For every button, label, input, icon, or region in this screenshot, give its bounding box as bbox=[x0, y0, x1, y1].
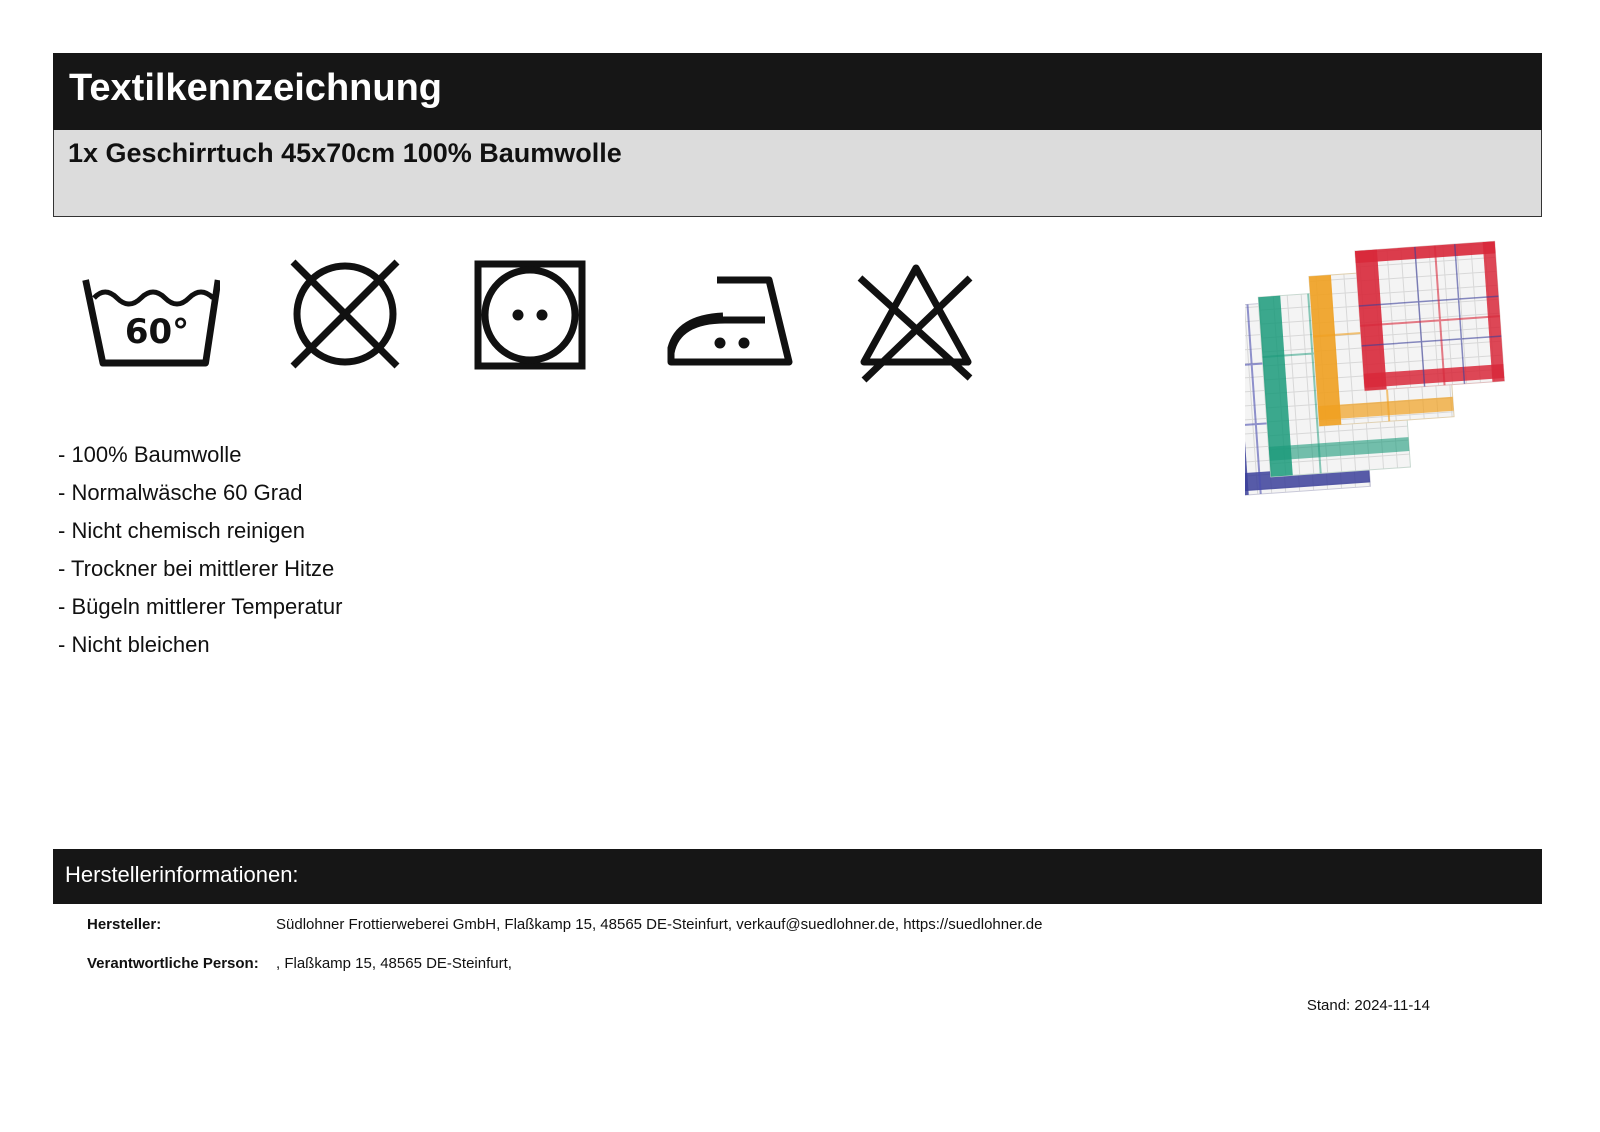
tumble-dry-medium-icon bbox=[470, 258, 610, 398]
care-symbols bbox=[80, 258, 1000, 398]
list-item: - Nicht chemisch reinigen bbox=[58, 518, 305, 543]
product-subtitle-box bbox=[53, 130, 1542, 217]
hersteller-value: Südlohner Frottierweberei GmbH, Flaßkamp 15, 48565 DE-Steinfurt, verkauf@suedlohner.de, https://suedlohner.de bbox=[276, 916, 1043, 933]
iron-medium-icon bbox=[665, 258, 805, 398]
header-bar bbox=[53, 53, 1542, 130]
list-item: - Bügeln mittlerer Temperatur bbox=[58, 594, 343, 619]
list-item: - 100% Baumwolle bbox=[58, 442, 242, 467]
responsible-person-label: Verantwortliche Person: bbox=[87, 955, 259, 972]
stand-date: Stand: 2024-11-14 bbox=[1306, 997, 1430, 1014]
wash-60-icon bbox=[80, 258, 220, 398]
feature-list bbox=[58, 436, 343, 664]
hersteller-label: Hersteller: bbox=[87, 916, 162, 933]
list-item: - Normalwäsche 60 Grad bbox=[58, 480, 303, 505]
no-bleach-icon bbox=[850, 258, 990, 398]
no-dry-clean-icon bbox=[275, 258, 415, 398]
product-photo bbox=[1245, 240, 1545, 520]
wash-temperature-label: 60° bbox=[124, 312, 190, 352]
page-title: Textilkennzeichnung bbox=[69, 67, 443, 109]
list-item: - Nicht bleichen bbox=[58, 632, 210, 657]
manufacturer-section-title: Herstellerinformationen: bbox=[65, 862, 299, 887]
manufacturer-section-bar bbox=[53, 849, 1542, 904]
product-subtitle: 1x Geschirrtuch 45x70cm 100% Baumwolle bbox=[68, 138, 622, 168]
list-item: - Trockner bei mittlerer Hitze bbox=[58, 556, 335, 581]
responsible-person-value: , Flaßkamp 15, 48565 DE-Steinfurt, bbox=[276, 955, 512, 972]
